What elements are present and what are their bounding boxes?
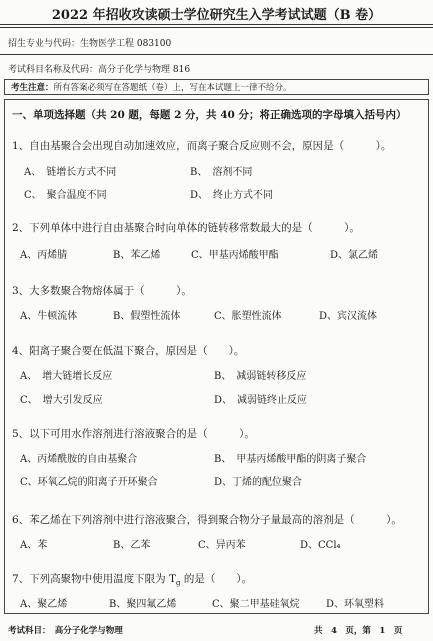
q1-option-b: B、 溶剂不同 [190,167,253,178]
q6-option-c: C、异丙苯 [198,540,246,551]
q3-option-b: B、假塑性流体 [113,311,181,322]
question-4: 4、阳离子聚合要在低温下聚合，原因是（ ）。 [12,345,245,357]
q4-option-c: C、 增大引发反应 [20,395,103,406]
q5-option-d: D、丁烯的配位聚合 [214,477,303,488]
notice-text: 所有答案必须写在答题纸（卷）上，写在本试题上一律不给分。 [53,83,292,93]
major-line: 招生专业与代码：生物医学工程 083100 [8,39,172,49]
q3-option-d: D、宾汉流体 [319,311,378,322]
question-1: 1、自由基聚合会出现自动加速效应，而离子聚合反应则不会，原因是（ ）。 [12,140,392,152]
notice-box [4,79,429,95]
q5-option-a: A、丙烯酰胺的自由基聚合 [20,454,138,465]
question-6: 6、苯乙烯在下列溶剂中进行溶液聚合，得到聚合物分子量最高的溶剂是（ ）。 [12,514,402,526]
q3-option-c: C、胀塑性流体 [214,311,282,322]
q5-option-b: B、 甲基丙烯酸甲酯的阴离子聚合 [214,454,367,465]
q2-option-d: D、氯乙烯 [330,250,379,261]
q3-option-a: A、牛顿流体 [20,311,78,322]
exam-title: 2022 年招收攻读硕士学位研究生入学考试试题（B 卷） [51,8,382,23]
subject-line: 考试科目名称及代码：高分子化学与物理 816 [8,65,191,75]
q2-option-b: B、苯乙烯 [113,250,161,261]
q6-option-a: A、苯 [20,540,48,551]
notice-label: 考生注意： [11,83,54,93]
section-title: 一、单项选择题（共 20 题，每题 2 分，共 40 分；将正确选项的字母填入括号内） [12,109,407,121]
q7-option-a: A、聚乙烯 [20,599,68,610]
q1-option-a: A、 链增长方式不同 [24,167,117,178]
q4-option-d: D、 减弱链终止反应 [214,395,308,406]
question-5: 5、以下可用水作溶剂进行溶液聚合的是（ ）。 [12,428,255,440]
q2-option-a: A、丙烯腈 [20,250,68,261]
q6-option-b: B、乙苯 [113,540,151,551]
q7-option-c: C、聚二甲基硅氧烷 [212,599,300,610]
question-2: 2、下列单体中进行自由基聚合时向单体的链转移常数最大的是（ ）。 [12,222,360,234]
question-7: 7、下列高聚物中使用温度下限为 $T_g$ 的是（ ）。 [12,573,253,588]
q5-option-c: C、环氧乙烷的阳离子开环聚合 [20,477,158,488]
footer-subject: 考试科目： 高分子化学与物理 [8,626,123,636]
q7-option-d: D、环氧塑料 [326,599,385,610]
q1-option-d: D、 终止方式不同 [190,190,274,201]
q4-option-a: A、 增大链增长反应 [20,371,113,382]
q1-option-c: C、 聚合温度不同 [24,190,107,201]
question-3: 3、大多数聚合物熔体属于（ ）。 [12,285,192,297]
meta-rule [0,54,433,55]
q6-option-d: D、CCl₄ [300,540,341,551]
q2-option-c: C、甲基丙烯酸甲酯 [191,250,279,261]
footer-page: 共 4 页，第 1 页 [314,626,403,636]
q4-option-b: B、 减弱链转移反应 [214,371,307,382]
title-rule [0,24,433,25]
title-rule-2 [0,27,433,28]
q7-option-b: B、聚四氟乙烯 [109,599,177,610]
